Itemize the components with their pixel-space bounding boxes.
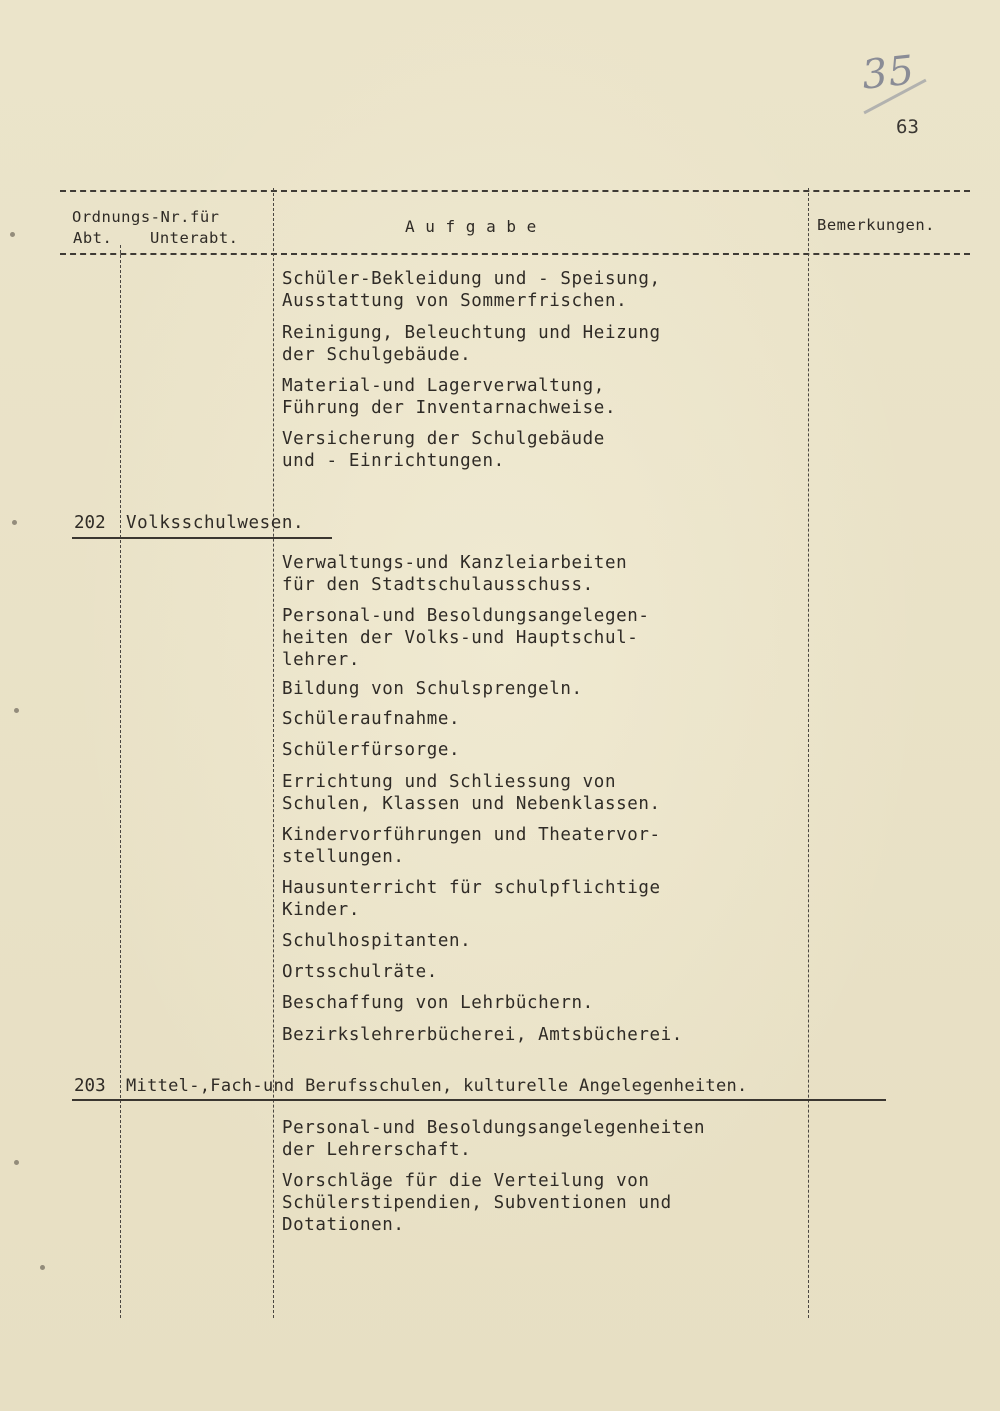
list-item: Ortsschulräte. — [282, 962, 438, 982]
section-underline — [72, 537, 332, 539]
list-item: Schülerfürsorge. — [282, 740, 461, 760]
paper-speck — [10, 232, 15, 237]
section-number: 202 — [74, 513, 106, 533]
section-title: Volksschulwesen. — [126, 513, 305, 533]
column-divider-unterabt — [120, 245, 121, 1318]
header-abt: Abt. — [73, 229, 113, 247]
header-bemerkungen: Bemerkungen. — [817, 216, 935, 234]
header-ordnungs-nr: Ordnungs-Nr.für — [72, 208, 220, 226]
table-top-rule — [60, 190, 970, 192]
list-item: Verwaltungs-und Kanzleiarbeiten für den Stadtschulausschuss. — [282, 553, 628, 595]
paper-speck — [40, 1265, 45, 1270]
page-number: 63 — [896, 116, 919, 138]
paper-speck — [14, 1160, 19, 1165]
list-item: Schulhospitanten. — [282, 931, 472, 951]
header-aufgabe: A u f g a b e — [405, 217, 537, 236]
list-item: Versicherung der Schulgebäude und - Einrichtungen. — [282, 429, 605, 471]
list-item: Bezirkslehrerbücherei, Amtsbücherei. — [282, 1025, 683, 1045]
list-item: Schüleraufnahme. — [282, 709, 461, 729]
list-item: Beschaffung von Lehrbüchern. — [282, 993, 594, 1013]
list-item: Material-und Lagerverwaltung, Führung der Inventarnachweise. — [282, 376, 617, 418]
paper-speck — [12, 520, 17, 525]
list-item: Reinigung, Beleuchtung und Heizung der Schulgebäude. — [282, 323, 661, 365]
paper-speck — [14, 708, 19, 713]
list-item: Bildung von Schulsprengeln. — [282, 679, 583, 699]
column-divider-aufgabe — [273, 188, 274, 1318]
list-item: Personal-und Besoldungsangelegen- heiten der Volks-und Hauptschul- lehrer. — [282, 606, 650, 670]
column-divider-bemerkungen — [808, 188, 809, 1318]
list-item: Hausunterricht für schulpflichtige Kinder. — [282, 878, 661, 920]
list-item: Kindervorführungen und Theatervor- stellungen. — [282, 825, 661, 867]
section-number: 203 — [74, 1076, 106, 1096]
header-unterabt: Unterabt. — [150, 229, 239, 247]
list-item: Personal-und Besoldungsangelegenheiten der Lehrerschaft. — [282, 1118, 706, 1160]
list-item: Vorschläge für die Verteilung von Schülerstipendien, Subventionen und Dotationen. — [282, 1171, 672, 1235]
handwritten-folio-number: 35 — [859, 47, 918, 99]
list-item: Errichtung und Schliessung von Schulen, Klassen und Nebenklassen. — [282, 772, 661, 814]
section-underline — [72, 1099, 886, 1101]
header-bottom-rule — [60, 253, 970, 255]
list-item: Schüler-Bekleidung und - Speisung, Ausstattung von Sommerfrischen. — [282, 269, 661, 311]
section-title: Mittel-,Fach-und Berufsschulen, kulturelle Angelegenheiten. — [126, 1076, 748, 1096]
